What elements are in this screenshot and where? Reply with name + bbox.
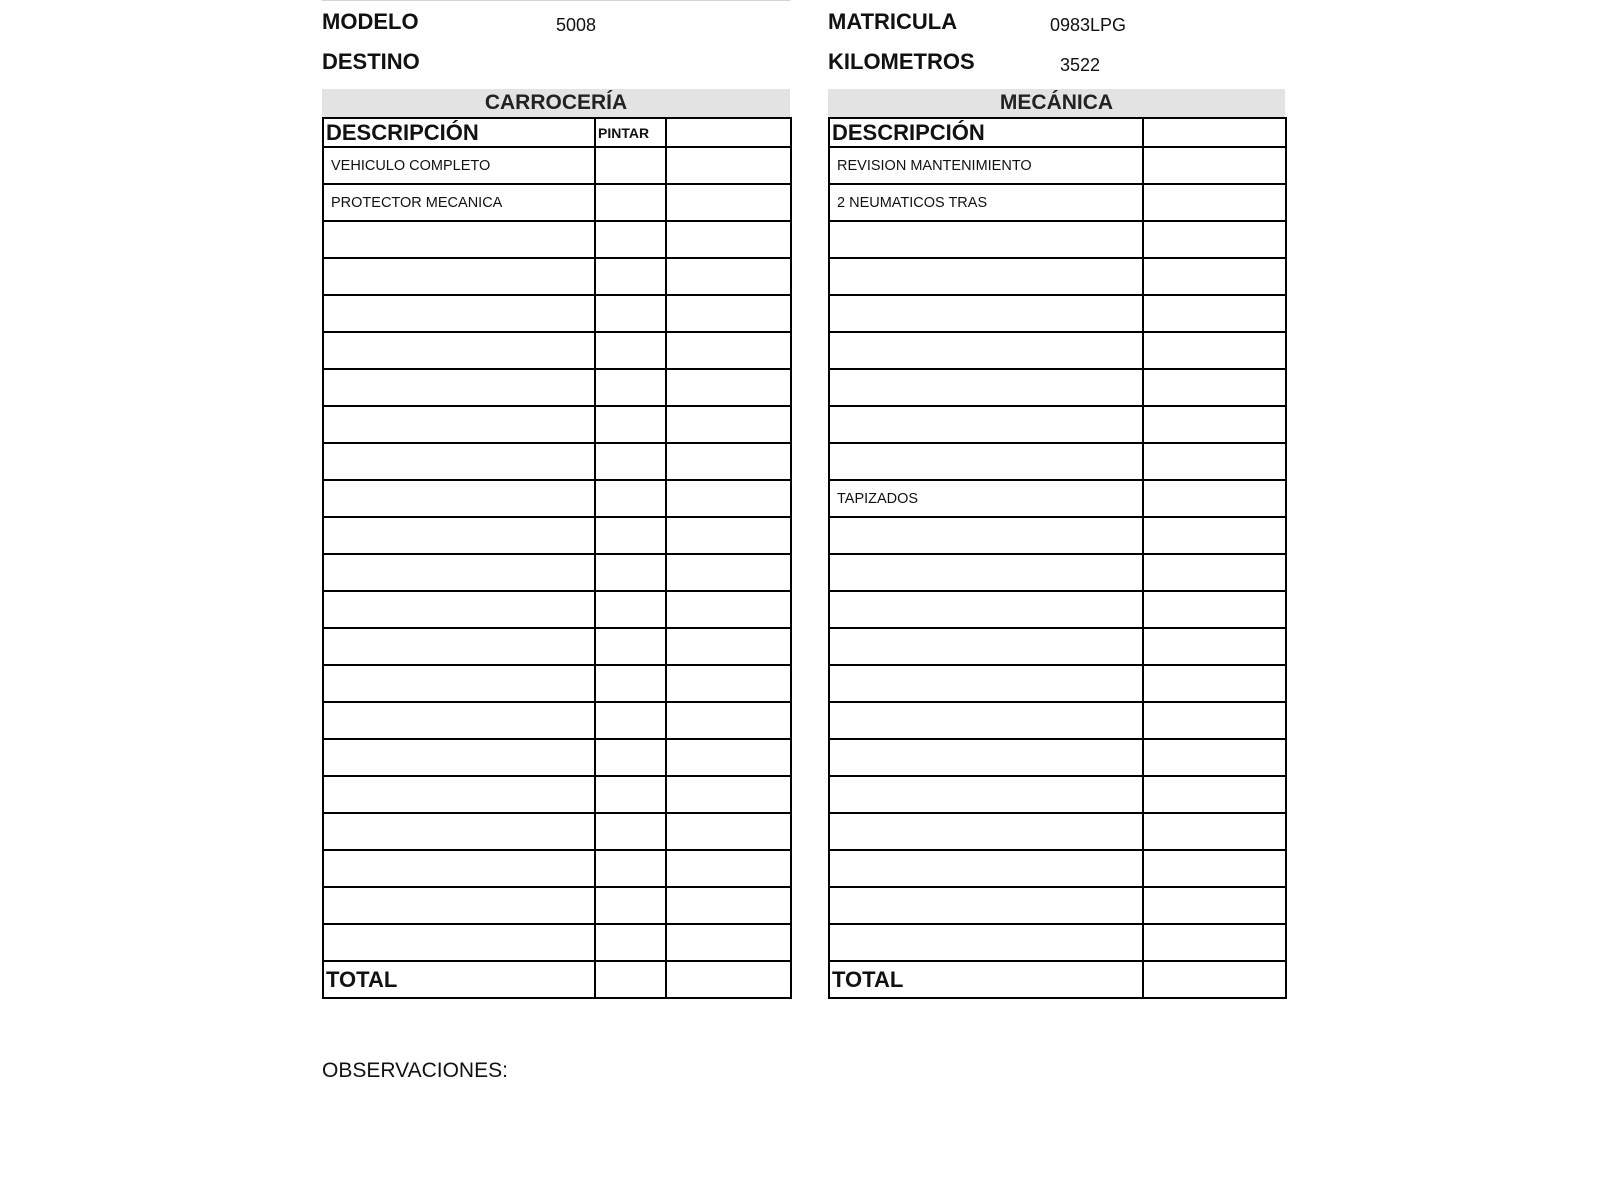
table-row [829, 628, 1286, 665]
mecanica-table [828, 117, 1287, 999]
table-row [323, 776, 791, 813]
mecanica-row-cell [1143, 332, 1286, 369]
mecanica-row-description [829, 221, 1143, 258]
carroceria-row-cell [595, 406, 666, 443]
table-row [323, 554, 791, 591]
table-row [829, 924, 1286, 961]
table-row [829, 480, 1286, 517]
carroceria-row-cell [595, 739, 666, 776]
carroceria-row-cell [595, 628, 666, 665]
carroceria-row-description [323, 776, 595, 813]
mecanica-total-label: TOTAL [829, 961, 1143, 998]
carroceria-row-cell [666, 776, 791, 813]
table-row [323, 813, 791, 850]
mecanica-col-descripcion: DESCRIPCIÓN [829, 118, 1143, 147]
table-row [323, 295, 791, 332]
modelo-label: MODELO [322, 9, 419, 34]
mecanica-row-description [829, 591, 1143, 628]
mecanica-row-description [829, 406, 1143, 443]
table-row [323, 850, 791, 887]
mecanica-row-description [829, 258, 1143, 295]
mecanica-row-cell [1143, 924, 1286, 961]
carroceria-total-label: TOTAL [323, 961, 595, 998]
carroceria-row-cell [595, 221, 666, 258]
carroceria-row-cell [666, 332, 791, 369]
carroceria-col-pintar: PINTAR [595, 118, 666, 147]
carroceria-row-description [323, 221, 595, 258]
mecanica-row-description [829, 702, 1143, 739]
table-row [323, 443, 791, 480]
mecanica-row-description [829, 813, 1143, 850]
mecanica-row-cell [1143, 665, 1286, 702]
carroceria-row-cell [666, 628, 791, 665]
carroceria-row-description [323, 850, 595, 887]
carroceria-row-cell [666, 443, 791, 480]
mecanica-row-cell [1143, 739, 1286, 776]
carroceria-row-description [323, 480, 595, 517]
table-row [829, 295, 1286, 332]
table-row [829, 184, 1286, 221]
carroceria-title: CARROCERÍA [322, 89, 790, 117]
mecanica-row-cell [1143, 628, 1286, 665]
carroceria-row-cell [666, 887, 791, 924]
carroceria-row-cell [666, 739, 791, 776]
carroceria-row-cell [595, 517, 666, 554]
mecanica-row-cell [1143, 406, 1286, 443]
mecanica-row-description [829, 369, 1143, 406]
carroceria-row-description [323, 887, 595, 924]
table-row [829, 665, 1286, 702]
table-row [323, 628, 791, 665]
carroceria-row-description [323, 443, 595, 480]
carroceria-row-cell [595, 295, 666, 332]
mecanica-title: MECÁNICA [828, 89, 1285, 117]
mecanica-row-description [829, 665, 1143, 702]
mecanica-row-description [829, 776, 1143, 813]
carroceria-row-description: VEHICULO COMPLETO [323, 147, 595, 184]
kilometros-value: 3522 [1060, 55, 1101, 75]
table-row [323, 221, 791, 258]
mecanica-row-cell [1143, 554, 1286, 591]
carroceria-row-description [323, 295, 595, 332]
carroceria-row-cell [666, 517, 791, 554]
carroceria-row-cell [595, 258, 666, 295]
carroceria-header-row [323, 118, 791, 147]
carroceria-row-description [323, 517, 595, 554]
carroceria-row-description [323, 332, 595, 369]
table-row [323, 887, 791, 924]
carroceria-row-description [323, 628, 595, 665]
carroceria-row-cell [595, 147, 666, 184]
kilometros-label: KILOMETROS [828, 49, 975, 74]
top-rule [322, 0, 790, 1]
table-row [829, 739, 1286, 776]
carroceria-row-cell [595, 480, 666, 517]
carroceria-row-description [323, 739, 595, 776]
carroceria-row-cell [666, 924, 791, 961]
table-row [323, 517, 791, 554]
mecanica-row-description [829, 850, 1143, 887]
carroceria-col-descripcion: DESCRIPCIÓN [323, 118, 595, 147]
table-row [829, 517, 1286, 554]
carroceria-row-cell [666, 813, 791, 850]
mecanica-total-row [829, 961, 1286, 998]
table-row [829, 850, 1286, 887]
modelo-value: 5008 [556, 15, 597, 35]
mecanica-row-description [829, 924, 1143, 961]
mecanica-row-cell [1143, 480, 1286, 517]
carroceria-row-cell [666, 665, 791, 702]
table-row [829, 554, 1286, 591]
table-row [323, 591, 791, 628]
mecanica-row-description [829, 443, 1143, 480]
mecanica-row-cell [1143, 147, 1286, 184]
table-row [323, 665, 791, 702]
table-row [323, 184, 791, 221]
carroceria-row-cell [595, 369, 666, 406]
carroceria-col-extra [666, 118, 791, 147]
mecanica-row-cell [1143, 184, 1286, 221]
mecanica-row-cell [1143, 591, 1286, 628]
mecanica-row-cell [1143, 517, 1286, 554]
carroceria-row-cell [666, 295, 791, 332]
mecanica-col-extra [1143, 118, 1286, 147]
mecanica-row-cell [1143, 443, 1286, 480]
mecanica-row-description [829, 517, 1143, 554]
mecanica-row-description: TAPIZADOS [829, 480, 1143, 517]
carroceria-row-cell [595, 702, 666, 739]
table-row [829, 258, 1286, 295]
mecanica-row-description [829, 332, 1143, 369]
carroceria-row-cell [666, 480, 791, 517]
table-row [829, 332, 1286, 369]
mecanica-row-cell [1143, 258, 1286, 295]
table-row [829, 406, 1286, 443]
carroceria-row-cell [595, 887, 666, 924]
table-row [323, 258, 791, 295]
carroceria-row-cell [666, 702, 791, 739]
carroceria-row-cell [595, 591, 666, 628]
table-row [829, 887, 1286, 924]
carroceria-row-cell [666, 221, 791, 258]
carroceria-total-cell [666, 961, 791, 998]
table-row [829, 776, 1286, 813]
carroceria-row-description [323, 369, 595, 406]
carroceria-row-description [323, 554, 595, 591]
carroceria-row-cell [595, 850, 666, 887]
carroceria-row-cell [595, 813, 666, 850]
carroceria-row-cell [666, 406, 791, 443]
carroceria-row-cell [666, 850, 791, 887]
table-row [829, 702, 1286, 739]
table-row [323, 702, 791, 739]
table-row [323, 924, 791, 961]
carroceria-row-cell [595, 665, 666, 702]
mecanica-total-cell [1143, 961, 1286, 998]
carroceria-row-description [323, 702, 595, 739]
mecanica-row-cell [1143, 887, 1286, 924]
mecanica-row-description [829, 554, 1143, 591]
mecanica-row-cell [1143, 221, 1286, 258]
table-row [323, 739, 791, 776]
carroceria-table [322, 117, 792, 999]
table-row [829, 369, 1286, 406]
mecanica-row-cell [1143, 850, 1286, 887]
destino-label: DESTINO [322, 49, 420, 74]
mecanica-header-row [829, 118, 1286, 147]
matricula-value: 0983LPG [1050, 15, 1127, 35]
mecanica-row-description [829, 887, 1143, 924]
table-row [323, 147, 791, 184]
mecanica-row-description [829, 628, 1143, 665]
table-row [829, 443, 1286, 480]
carroceria-row-cell [595, 554, 666, 591]
carroceria-row-cell [666, 369, 791, 406]
table-row [323, 332, 791, 369]
carroceria-row-cell [666, 554, 791, 591]
mecanica-row-cell [1143, 776, 1286, 813]
table-row [323, 406, 791, 443]
mecanica-row-cell [1143, 295, 1286, 332]
mecanica-row-description: 2 NEUMATICOS TRAS [829, 184, 1143, 221]
carroceria-row-cell [595, 184, 666, 221]
mecanica-row-cell [1143, 369, 1286, 406]
carroceria-row-cell [666, 258, 791, 295]
table-row [829, 147, 1286, 184]
carroceria-row-cell [666, 591, 791, 628]
observaciones-label: OBSERVACIONES: [322, 1059, 508, 1082]
carroceria-row-cell [595, 443, 666, 480]
carroceria-row-description [323, 665, 595, 702]
mecanica-row-description [829, 295, 1143, 332]
carroceria-row-cell [595, 776, 666, 813]
carroceria-row-description: PROTECTOR MECANICA [323, 184, 595, 221]
carroceria-row-cell [595, 332, 666, 369]
carroceria-row-description [323, 813, 595, 850]
carroceria-row-description [323, 924, 595, 961]
carroceria-total-cell [595, 961, 666, 998]
carroceria-row-description [323, 591, 595, 628]
carroceria-row-description [323, 258, 595, 295]
carroceria-row-cell [666, 147, 791, 184]
carroceria-row-cell [595, 924, 666, 961]
mecanica-row-cell [1143, 702, 1286, 739]
table-row [829, 221, 1286, 258]
mecanica-row-cell [1143, 813, 1286, 850]
table-row [323, 369, 791, 406]
table-row [323, 480, 791, 517]
table-row [829, 591, 1286, 628]
mecanica-row-description: REVISION MANTENIMIENTO [829, 147, 1143, 184]
mecanica-row-description [829, 739, 1143, 776]
carroceria-row-cell [666, 184, 791, 221]
carroceria-total-row [323, 961, 791, 998]
carroceria-row-description [323, 406, 595, 443]
table-row [829, 813, 1286, 850]
matricula-label: MATRICULA [828, 9, 958, 34]
